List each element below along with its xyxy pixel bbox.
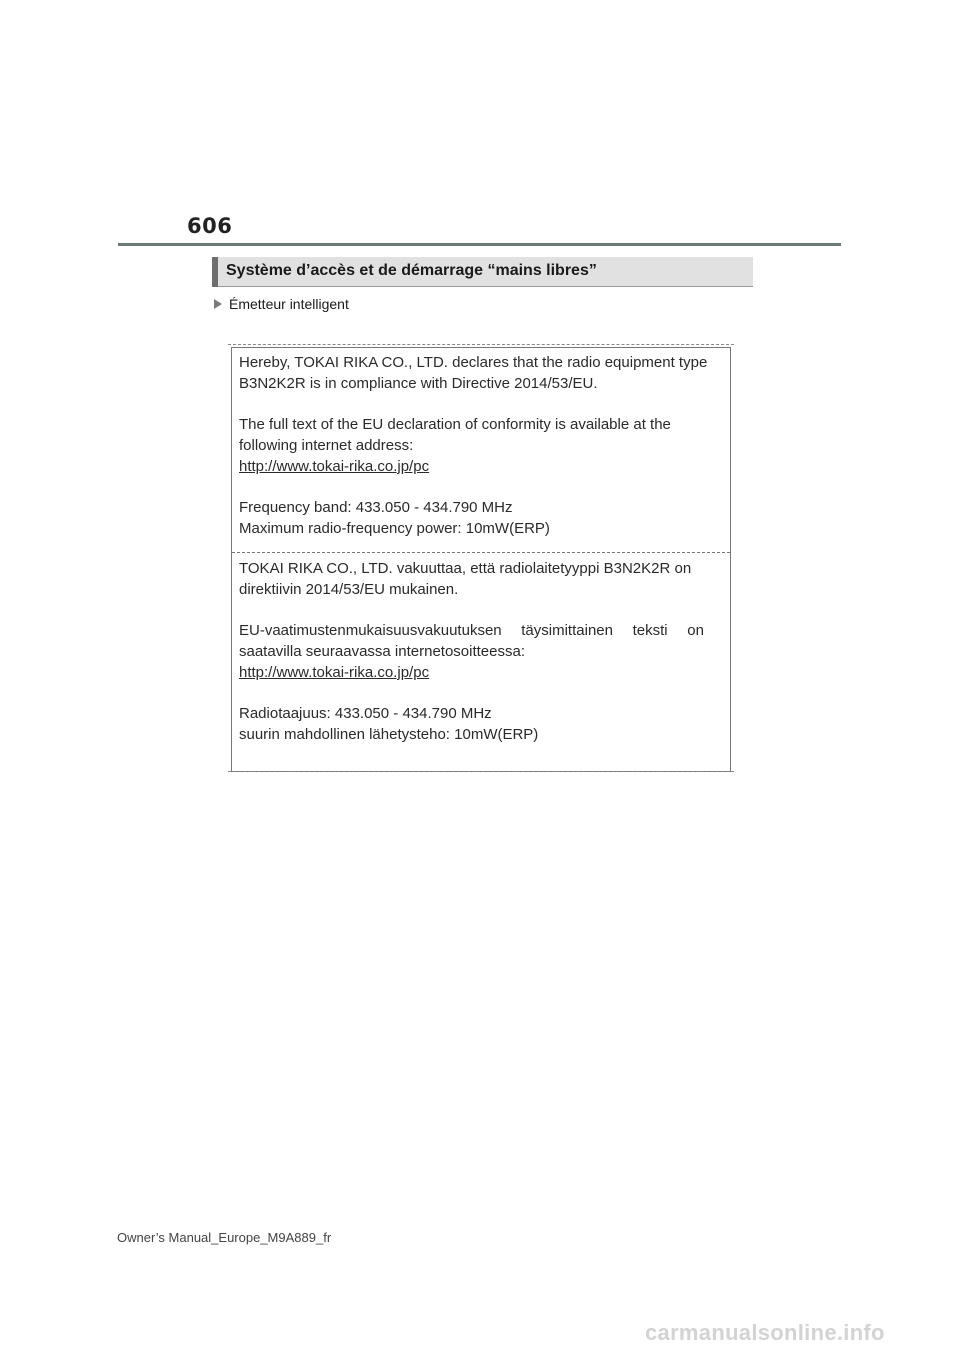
fi-link[interactable]: http://www.tokai-rika.co.jp/pc xyxy=(239,664,430,681)
section-title: Système d’accès et de démarrage “mains libres” xyxy=(226,262,597,279)
en-line-4: following internet address: xyxy=(239,437,414,454)
en-line-1: Hereby, TOKAI RIKA CO., LTD. declares that the radio equipment type xyxy=(239,354,708,371)
box-top-dashed-line xyxy=(228,344,734,345)
header-rule xyxy=(118,243,841,246)
section-heading xyxy=(212,257,753,287)
en-power: Maximum radio-frequency power: 10mW(ERP) xyxy=(239,520,550,537)
bullet-item xyxy=(214,296,349,312)
fi-line-3-word: teksti xyxy=(632,622,668,639)
en-line-3: The full text of the EU declaration of conformity is available at the xyxy=(239,416,671,433)
triangle-right-icon xyxy=(214,299,222,309)
fi-line-3-word: täysimittainen xyxy=(521,622,613,639)
fi-line-3 xyxy=(239,622,704,639)
bullet-text: Émetteur intelligent xyxy=(229,296,349,312)
en-link[interactable]: http://www.tokai-rika.co.jp/pc xyxy=(239,458,430,475)
watermark: carmanualsonline.info xyxy=(645,1320,885,1345)
box-divider xyxy=(232,552,730,553)
fi-line-3-word: on xyxy=(687,622,704,639)
declaration-box xyxy=(231,347,731,772)
fi-line-1: TOKAI RIKA CO., LTD. vakuuttaa, että radiolaitetyyppi B3N2K2R on xyxy=(239,560,692,577)
section-marker-bar xyxy=(212,257,218,287)
en-line-2: B3N2K2R is in compliance with Directive 2014/53/EU. xyxy=(239,375,598,392)
fi-frequency: Radiotaajuus: 433.050 - 434.790 MHz xyxy=(239,705,492,722)
fi-line-4: saatavilla seuraavassa internetosoitteessa: xyxy=(239,643,525,660)
fi-line-3-word: EU-vaatimustenmukaisuusvakuutuksen xyxy=(239,622,502,639)
fi-power: suurin mahdollinen lähetysteho: 10mW(ERP) xyxy=(239,726,539,743)
page-number: 606 xyxy=(187,214,233,238)
fi-line-2: direktiivin 2014/53/EU mukainen. xyxy=(239,581,459,598)
box-bottom-dashed-line xyxy=(228,771,734,772)
en-frequency: Frequency band: 433.050 - 434.790 MHz xyxy=(239,499,513,516)
footer-text: Owner’s Manual_Europe_M9A889_fr xyxy=(117,1230,332,1245)
